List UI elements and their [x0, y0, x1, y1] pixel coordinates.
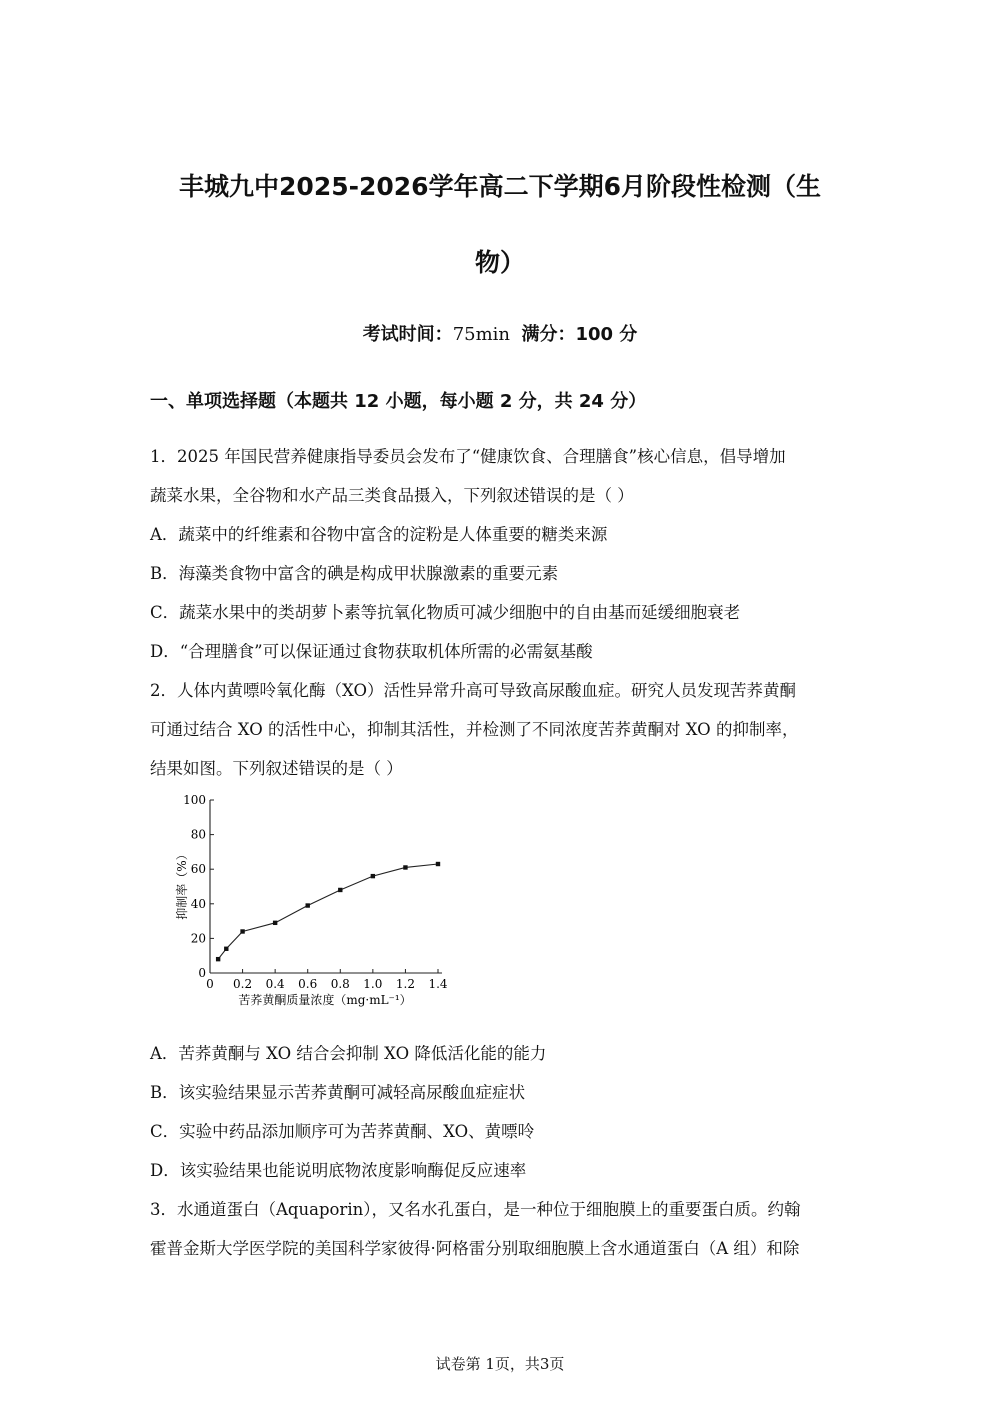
- q2-option-b: B．该实验结果显示苦荞黄酮可减轻高尿酸血症症状: [150, 1083, 526, 1102]
- q1-option-b: B．海藻类食物中富含的碘是构成甲状腺激素的重要元素: [150, 564, 559, 583]
- q2-stem-line2: 可通过结合 XO 的活性中心，抑制其活性，并检测了不同浓度苦荞黄酮对 XO 的抑制率，: [150, 720, 799, 739]
- q1-option-c: C．蔬菜水果中的类胡萝卜素等抗氧化物质可减少细胞中的自由基而延缓细胞衰老: [150, 603, 741, 622]
- inhibition-rate-chart: [160, 788, 460, 1018]
- y-tick-label: 80: [190, 827, 206, 842]
- q1-stem: [150, 437, 850, 515]
- exam-time-label: 考试时间：: [362, 324, 453, 345]
- q3-stem: [150, 1190, 850, 1268]
- x-ticks: [206, 969, 448, 991]
- x-tick-label: 1.4: [428, 977, 448, 991]
- data-point: [338, 888, 342, 892]
- q2-option-c: C．实验中药品添加顺序可为苦荞黄酮、XO、黄嘌呤: [150, 1122, 535, 1141]
- data-points: [216, 862, 440, 962]
- y-tick-label: 20: [190, 931, 206, 946]
- full-score-value: 100 分: [575, 324, 638, 345]
- data-point: [306, 903, 310, 907]
- chart-axes: [210, 800, 442, 973]
- series-line: [218, 864, 438, 959]
- data-point: [436, 862, 440, 866]
- x-tick-label: 0.4: [265, 977, 285, 991]
- y-axis-label: 抑制率（%）: [175, 848, 189, 920]
- q2-stem-line3: 结果如图。下列叙述错误的是（ ）: [150, 759, 403, 778]
- y-tick-label: 100: [183, 793, 206, 807]
- q1-stem-line2: 蔬菜水果，全谷物和水产品三类食品摄入，下列叙述错误的是（ ）: [150, 486, 634, 505]
- exam-title-line2: 物）: [474, 248, 525, 277]
- full-score-label: 满分：: [521, 324, 576, 345]
- q3-stem-line2: 霍普金斯大学医学院的美国科学家彼得·阿格雷分别取细胞膜上含水通道蛋白（A 组）和除: [150, 1239, 800, 1258]
- x-tick-label: 1.0: [363, 977, 383, 991]
- x-tick-label: 0.8: [330, 977, 350, 991]
- y-tick-label: 60: [190, 862, 206, 877]
- data-point: [224, 947, 228, 951]
- exam-title-line1: 丰城九中2025-2026学年高二下学期6月阶段性检测（生: [179, 172, 821, 201]
- page-footer: 试卷第 1页，共3页: [435, 1355, 565, 1373]
- data-point: [403, 865, 407, 869]
- q1-option-d: D．“合理膳食”可以保证通过食物获取机体所需的必需氨基酸: [150, 642, 593, 661]
- q2-stem: [150, 671, 850, 788]
- y-tick-label: 40: [190, 896, 206, 911]
- data-point: [216, 957, 220, 961]
- q1-stem-line1: 1．2025 年国民营养健康指导委员会发布了“健康饮食、合理膳食”核心信息，倡导增加: [150, 447, 786, 466]
- data-point: [273, 921, 277, 925]
- q2-option-d: D．该实验结果也能说明底物浓度影响酶促反应速率: [150, 1161, 527, 1180]
- exam-time-value: 75min: [452, 324, 511, 345]
- exam-title: [150, 149, 850, 301]
- q1-option-a: A．蔬菜中的纤维素和谷物中富含的淀粉是人体重要的糖类来源: [150, 525, 608, 544]
- data-point: [371, 874, 375, 878]
- section-heading: 一、单项选择题（本题共 12 小题，每小题 2 分，共 24 分）: [150, 391, 647, 412]
- x-axis-label: 苦荞黄酮质量浓度（mg·mL⁻¹）: [238, 993, 412, 1007]
- q2-stem-line1: 2．人体内黄嘌呤氧化酶（XO）活性异常升高可导致高尿酸血症。研究人员发现苦荞黄酮: [150, 681, 796, 700]
- q3-stem-line1: 3．水通道蛋白（Aquaporin），又名水孔蛋白，是一种位于细胞膜上的重要蛋白质。约翰: [150, 1200, 801, 1219]
- y-tick-label: 0: [198, 966, 206, 980]
- q2-option-a: A．苦荞黄酮与 XO 结合会抑制 XO 降低活化能的能力: [150, 1044, 547, 1063]
- data-point: [240, 929, 244, 933]
- x-tick-label: 1.2: [395, 977, 415, 991]
- x-tick-label: 0: [206, 977, 214, 991]
- x-tick-label: 0.6: [298, 977, 318, 991]
- exam-info: [150, 320, 850, 350]
- x-tick-label: 0.2: [233, 977, 253, 991]
